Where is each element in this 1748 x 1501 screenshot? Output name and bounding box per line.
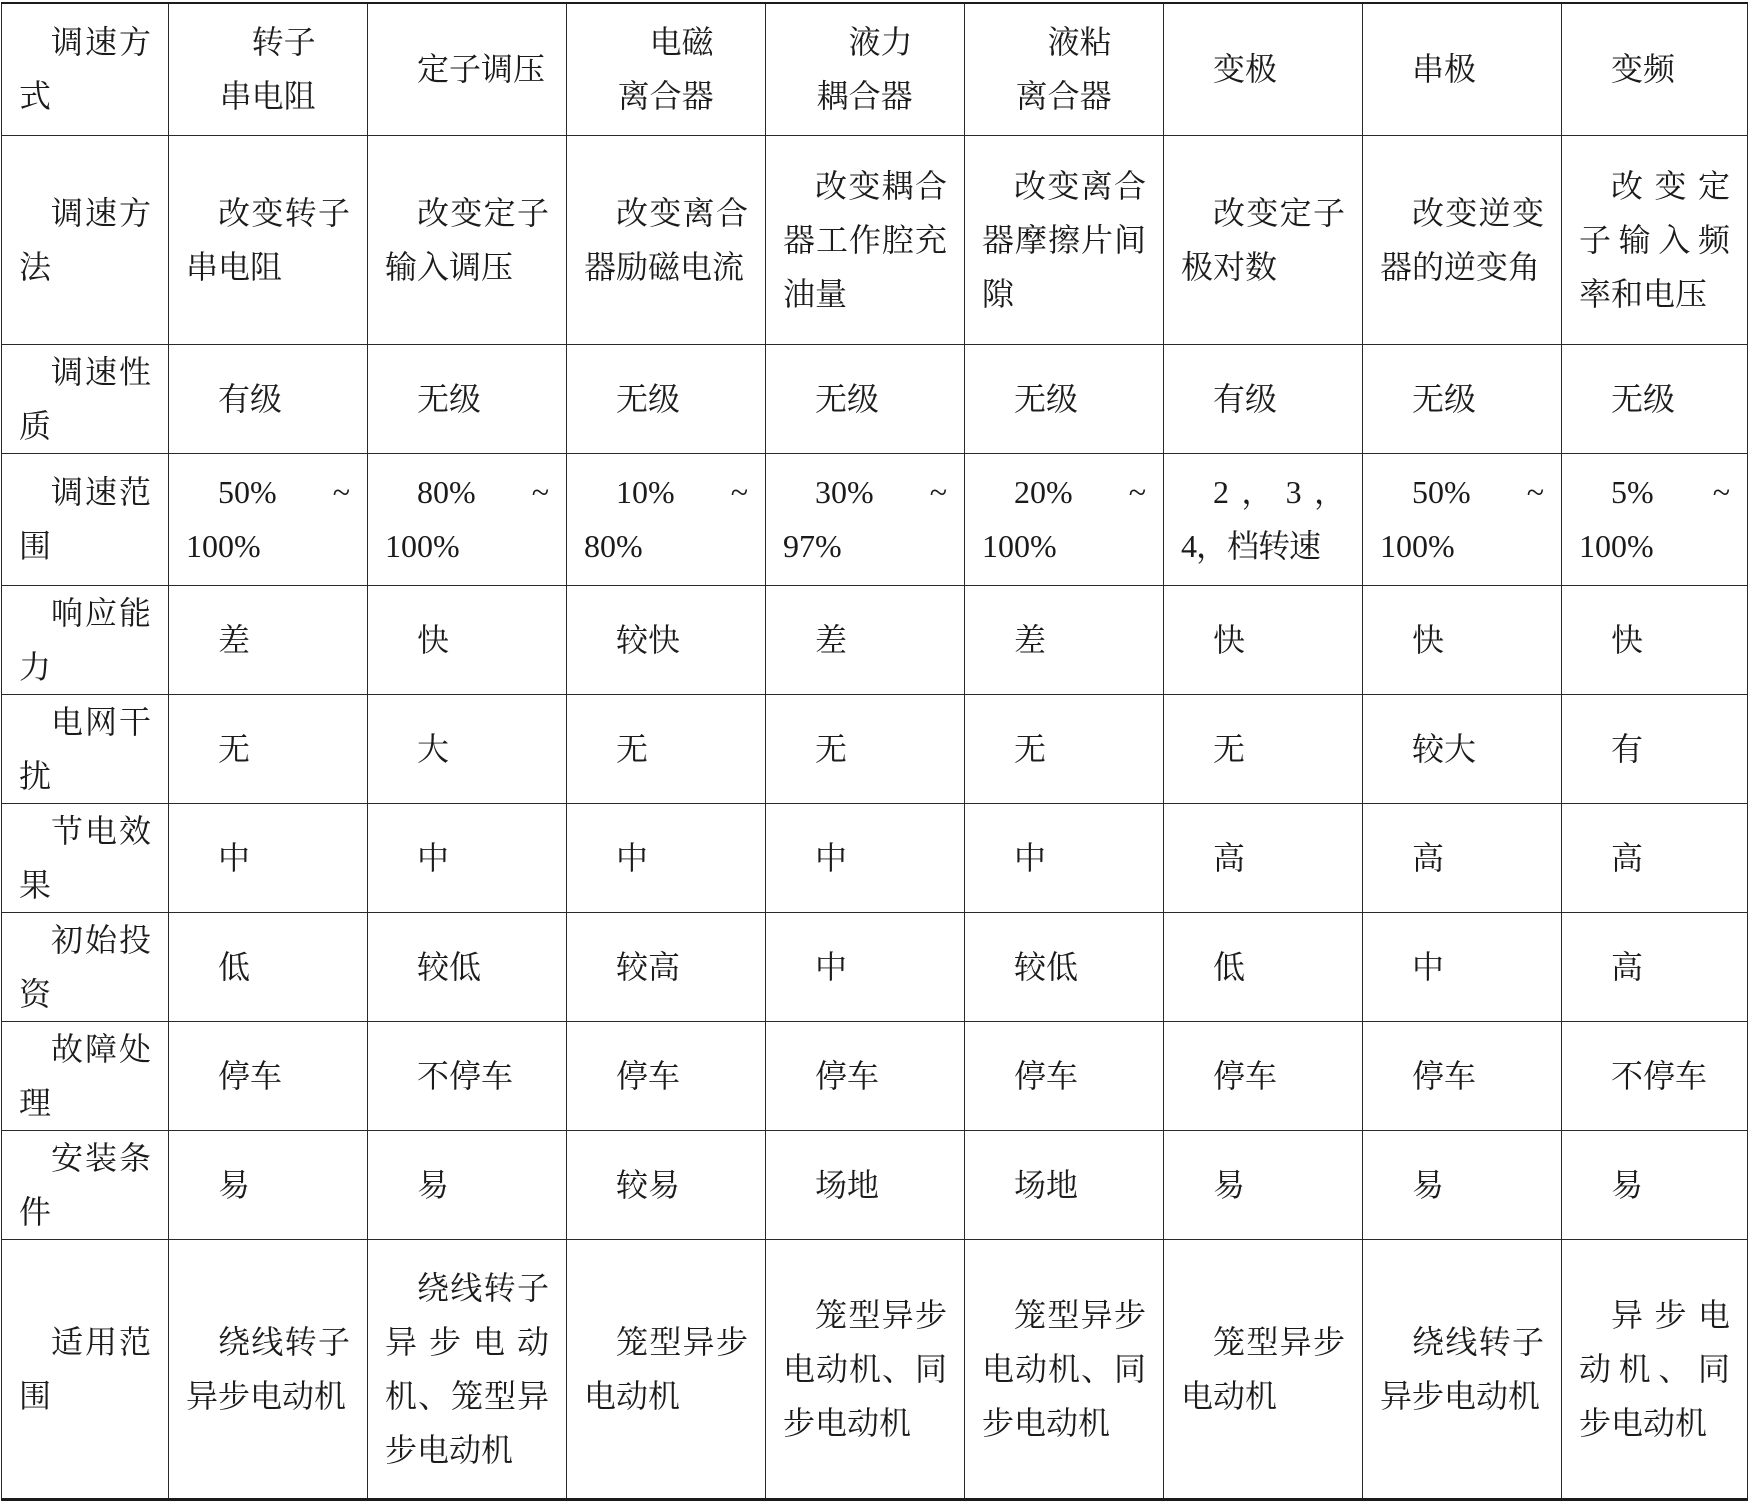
column-header-label: 电磁离合器	[617, 24, 714, 115]
table-cell: 改变定子极对数	[1164, 135, 1363, 344]
table-row	[2, 344, 1748, 453]
table-cell: 无	[965, 694, 1164, 803]
table-cell: 5% ~ 100%	[1562, 453, 1748, 585]
table-cell: 无级	[766, 344, 965, 453]
table-cell: 有级	[1164, 344, 1363, 453]
table-cell: 快	[1363, 585, 1562, 694]
table-cell: 差	[965, 585, 1164, 694]
table-cell: 无级	[965, 344, 1164, 453]
table-cell: 20% ~ 100%	[965, 453, 1164, 585]
table-cell: 差	[169, 585, 368, 694]
table-cell: 较低	[368, 912, 567, 1021]
table-cell: 改变转子串电阻	[169, 135, 368, 344]
header-row	[2, 3, 1748, 135]
table-cell: 差	[766, 585, 965, 694]
table-cell: 易	[368, 1130, 567, 1239]
table-cell: 无	[766, 694, 965, 803]
table-cell: 笼型异步电动机	[567, 1239, 766, 1499]
row-label: 故障处理	[2, 1021, 169, 1130]
table-cell: 改变逆变器的逆变角	[1363, 135, 1562, 344]
table-cell: 易	[169, 1130, 368, 1239]
column-header: 串极	[1363, 3, 1562, 135]
table-row	[2, 1130, 1748, 1239]
column-header: 变频	[1562, 3, 1748, 135]
table-cell: 高	[1363, 803, 1562, 912]
table-cell: 停车	[766, 1021, 965, 1130]
table-cell: 较大	[1363, 694, 1562, 803]
table-cell: 绕线转子异步电动机、笼型异步电动机	[368, 1239, 567, 1499]
table-row	[2, 912, 1748, 1021]
table-cell: 异步电动机、同步电动机	[1562, 1239, 1748, 1499]
table-row	[2, 585, 1748, 694]
table-cell: 改变离合器摩擦片间隙	[965, 135, 1164, 344]
row-label: 初始投资	[2, 912, 169, 1021]
table-cell: 无	[567, 694, 766, 803]
table-cell: 快	[1164, 585, 1363, 694]
column-header	[169, 3, 368, 135]
table-cell: 无	[1164, 694, 1363, 803]
table-cell: 快	[1562, 585, 1748, 694]
table-cell: 无级	[567, 344, 766, 453]
table-cell: 中	[368, 803, 567, 912]
table-cell: 不停车	[368, 1021, 567, 1130]
table-cell: 场地	[766, 1130, 965, 1239]
table-cell: 停车	[965, 1021, 1164, 1130]
column-header	[567, 3, 766, 135]
table-cell: 易	[1562, 1130, 1748, 1239]
table-cell: 50% ~ 100%	[169, 453, 368, 585]
table-cell: 较易	[567, 1130, 766, 1239]
table-cell: 笼型异步电动机、同步电动机	[766, 1239, 965, 1499]
row-label: 适用范围	[2, 1239, 169, 1499]
table-row	[2, 1239, 1748, 1499]
table-cell: 高	[1164, 803, 1363, 912]
column-header	[766, 3, 965, 135]
table-cell: 易	[1164, 1130, 1363, 1239]
table-cell: 中	[567, 803, 766, 912]
table-cell: 无级	[368, 344, 567, 453]
speed-control-comparison-table	[1, 2, 1748, 1501]
table-cell: 30% ~ 97%	[766, 453, 965, 585]
row-label: 电网干扰	[2, 694, 169, 803]
table-cell: 中	[766, 803, 965, 912]
table-cell: 大	[368, 694, 567, 803]
table-cell: 较低	[965, 912, 1164, 1021]
table-cell: 2，3，4，档转速	[1164, 453, 1363, 585]
column-header: 定子调压	[368, 3, 567, 135]
row-label: 节电效果	[2, 803, 169, 912]
table-row	[2, 453, 1748, 585]
table-cell: 高	[1562, 912, 1748, 1021]
table-cell: 停车	[1164, 1021, 1363, 1130]
table-cell: 有	[1562, 694, 1748, 803]
table-cell: 改变耦合器工作腔充油量	[766, 135, 965, 344]
table-cell: 绕线转子异步电动机	[1363, 1239, 1562, 1499]
table-cell: 中	[169, 803, 368, 912]
table-cell: 绕线转子异步电动机	[169, 1239, 368, 1499]
table-cell: 无	[169, 694, 368, 803]
table-cell: 笼型异步电动机	[1164, 1239, 1363, 1499]
table-cell: 较快	[567, 585, 766, 694]
table-cell: 无级	[1363, 344, 1562, 453]
table-row	[2, 135, 1748, 344]
table-cell: 场地	[965, 1130, 1164, 1239]
table-row	[2, 694, 1748, 803]
table-row	[2, 803, 1748, 912]
column-header-label: 液粘离合器	[1015, 24, 1112, 115]
table-cell: 有级	[169, 344, 368, 453]
table-cell: 改变离合器励磁电流	[567, 135, 766, 344]
table-cell: 高	[1562, 803, 1748, 912]
table-cell: 中	[766, 912, 965, 1021]
column-header: 变极	[1164, 3, 1363, 135]
row-label: 安装条件	[2, 1130, 169, 1239]
table-cell: 80% ~ 100%	[368, 453, 567, 585]
column-header-label: 液力耦合器	[816, 24, 913, 115]
table-cell: 改变定子输入频率和电压	[1562, 135, 1748, 344]
table-cell: 快	[368, 585, 567, 694]
table-cell: 易	[1363, 1130, 1562, 1239]
row-label: 响应能力	[2, 585, 169, 694]
table-cell: 停车	[169, 1021, 368, 1130]
row-label: 调速范围	[2, 453, 169, 585]
table-cell: 不停车	[1562, 1021, 1748, 1130]
column-header	[965, 3, 1164, 135]
table-cell: 50% ~ 100%	[1363, 453, 1562, 585]
table-cell: 低	[1164, 912, 1363, 1021]
table-cell: 10% ~ 80%	[567, 453, 766, 585]
table-cell: 低	[169, 912, 368, 1021]
column-header-label: 转子串电阻	[219, 24, 316, 115]
table-cell: 中	[965, 803, 1164, 912]
table-cell: 停车	[567, 1021, 766, 1130]
row-label: 调速方法	[2, 135, 169, 344]
row-label: 调速性质	[2, 344, 169, 453]
column-header-speed-method-type: 调速方式	[2, 3, 169, 135]
table-cell: 停车	[1363, 1021, 1562, 1130]
table-cell: 笼型异步电动机、同步电动机	[965, 1239, 1164, 1499]
table-row	[2, 1021, 1748, 1130]
table-cell: 无级	[1562, 344, 1748, 453]
table-cell: 中	[1363, 912, 1562, 1021]
table-cell: 改变定子输入调压	[368, 135, 567, 344]
table-cell: 较高	[567, 912, 766, 1021]
